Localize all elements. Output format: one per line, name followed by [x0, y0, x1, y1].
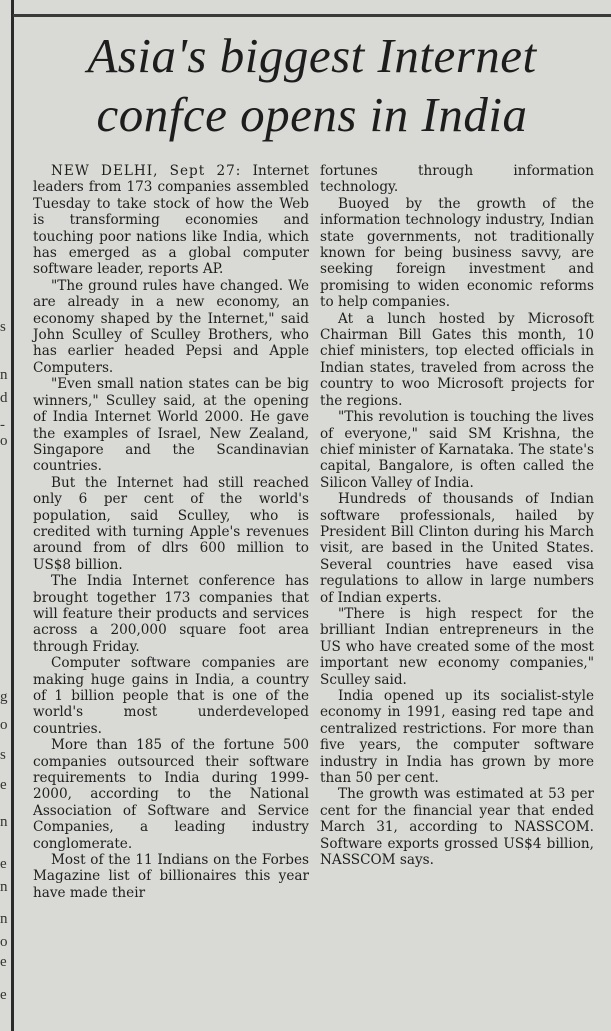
paragraph-text: Internet leaders from 173 companies assembled Tuesday to take stock of how the Web is transforming economies and touching poor nations like India, which has emerged as a global computer software leader, reports AP.: [33, 163, 309, 278]
adjacent-column-fragment: s: [0, 747, 6, 763]
dateline: NEW DELHI, Sept 27:: [51, 163, 253, 179]
adjacent-column-fragment: d: [0, 390, 8, 406]
paragraph: At a lunch hosted by Microsoft Chairman Bill Gates this month, 10 chief ministers, top elected officials in Indian states, traveled from across the country to woo Microsoft projects for the regions.: [320, 310, 594, 409]
adjacent-column-fragment: n: [0, 814, 8, 830]
adjacent-column-fragment: e: [0, 954, 7, 970]
adjacent-column-fragment: e: [0, 987, 7, 1003]
paragraph: "There is high respect for the brilliant Indian entrepreneurs in the US who have created some of the most important new economy companies," Sculley said.: [320, 605, 594, 688]
paragraph: Most of the 11 Indians on the Forbes Magazine list of billionaires this year have made their: [33, 852, 309, 901]
paragraph: More than 185 of the fortune 500 companies outsourced their software requirements to India during 1999-2000, according to the National Association of Software and Service Companies, a leading industry conglomerate.: [33, 737, 309, 852]
paragraph: India opened up its socialist-style economy in 1991, easing red tape and centralized restrictions. For more than five years, the computer software industry in India has grown by more than 50 per cent.: [320, 688, 594, 787]
paragraph-continuation: fortunes through information technology.: [320, 163, 594, 196]
adjacent-column-fragment: -: [0, 417, 5, 433]
adjacent-column-fragment: g: [0, 689, 8, 705]
adjacent-column-fragment: s: [0, 319, 6, 335]
paragraph: "Even small nation states can be big winners," Sculley said, at the opening of India Internet World 2000. He gave the examples of Israel, New Zealand, Singapore and the Scandinavian countries.: [33, 376, 309, 475]
paragraph: The India Internet conference has brought together 173 companies that will feature their products and services across a 200,000 square foot area through Friday.: [33, 573, 309, 655]
paragraph: [33, 163, 309, 278]
column-rule: [11, 0, 14, 1031]
article-column-2: [320, 163, 594, 868]
adjacent-column-fragment: n: [0, 879, 8, 895]
paragraph: "The ground rules have changed. We are already in a new economy, an economy shaped by the Internet," said John Sculley of Sculley Brothers, who has earlier headed Pepsi and Apple Computers.: [33, 277, 309, 376]
paragraph: But the Internet had still reached only 6 per cent of the world's population, said Sculley, who is credited with turning Apple's revenues around from of dlrs 600 million to US$8 billion.: [33, 474, 309, 573]
paragraph: "This revolution is touching the lives of everyone," said SM Krishna, the chief minister of Karnataka. The state's capital, Bangalore, is often called the Silicon Valley of India.: [320, 409, 594, 491]
paragraph: Computer software companies are making huge gains in India, a country of 1 billion people that is one of the world's most underdeveloped countries.: [33, 655, 309, 737]
adjacent-column-fragment: o: [0, 934, 8, 950]
headline-line-1: Asia's biggest Internet: [87, 28, 537, 83]
paragraph: Buoyed by the growth of the information technology industry, Indian state governments, not traditionally known for being business savvy, are seeking foreign investment and promising to widen economic reforms to help companies.: [320, 195, 594, 311]
paragraph: The growth was estimated at 53 per cent for the financial year that ended March 31, according to NASSCOM. Software exports grossed US$4 billion, NASSCOM says.: [320, 786, 594, 869]
adjacent-column-fragment: o: [0, 433, 8, 449]
adjacent-column-fragment: n: [0, 367, 8, 383]
adjacent-column-fragment: e: [0, 777, 7, 793]
paragraph: Hundreds of thousands of Indian software professionals, hailed by President Bill Clinton during his March visit, are based in the United States. Several countries have eased visa regulations to allow in large numbers of Indian experts.: [320, 491, 594, 606]
article-column-1: [33, 163, 309, 901]
adjacent-column-fragment: n: [0, 911, 8, 927]
top-border-rule: [13, 14, 611, 17]
headline: [22, 26, 602, 144]
adjacent-column-fragment: e: [0, 856, 7, 872]
adjacent-column-fragment: o: [0, 717, 8, 733]
headline-line-2: confce opens in India: [96, 87, 528, 142]
